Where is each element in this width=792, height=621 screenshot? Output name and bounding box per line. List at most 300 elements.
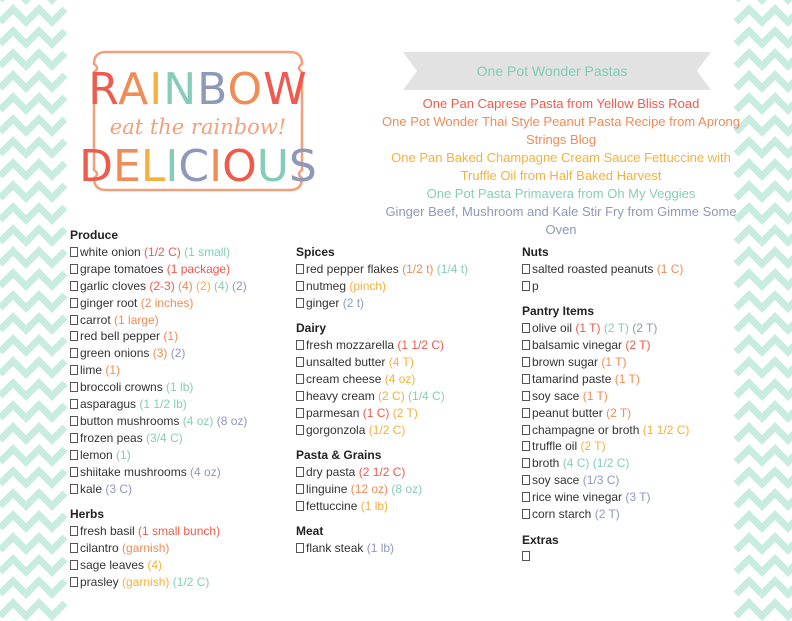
ingredient-item <box>522 455 689 472</box>
ingredient-quantity: (1 lb) <box>363 541 395 555</box>
checkbox-icon[interactable] <box>296 484 304 494</box>
checkbox-icon[interactable] <box>70 526 78 536</box>
chevron-stripe <box>0 97 65 110</box>
checkbox-icon[interactable] <box>70 560 78 570</box>
chevron-stripe <box>0 427 65 440</box>
logo-word-rainbow <box>88 64 307 115</box>
chevron-stripe <box>736 471 792 484</box>
ingredient-name: olive oil <box>532 321 573 336</box>
recipe-title: One Pot Wonder Thai Style Peanut Pasta Recipe from Aprong Strings Blog <box>382 114 740 147</box>
chevron-stripe <box>0 141 65 154</box>
ingredient-item <box>522 506 689 523</box>
ingredient-quantity: (1/2 C) <box>589 456 630 471</box>
ingredient-item <box>70 312 247 329</box>
ingredient-quantity: (1/4 t) <box>433 261 469 276</box>
chevron-stripe <box>736 515 792 528</box>
ingredient-item <box>70 261 247 278</box>
ingredient-quantity: (garnish) <box>118 574 170 589</box>
section-heading: Extras <box>522 532 559 547</box>
ingredient-quantity: (2 T) <box>628 321 658 336</box>
section-heading: Spices <box>296 245 335 259</box>
ingredient-name: sage leaves <box>80 557 145 572</box>
checkbox-icon[interactable] <box>522 264 530 274</box>
ingredient-item <box>522 371 689 388</box>
chevron-stripe <box>736 383 792 396</box>
checkbox-icon[interactable] <box>70 543 78 553</box>
checkbox-icon[interactable] <box>70 467 78 477</box>
ingredient-name: lemon <box>80 447 113 462</box>
chevron-stripe <box>736 31 792 44</box>
chevron-stripe <box>0 295 65 308</box>
ingredient-quantity: (3) <box>149 346 168 361</box>
ingredient-name: cilantro <box>80 540 119 555</box>
ingredient-item <box>70 295 247 312</box>
ingredient-item <box>522 472 689 489</box>
ingredient-item <box>522 489 689 506</box>
recipe-title: One Pan Baked Champagne Cream Sauce Fettuccine with Truffle Oil from Half Baked Harvest <box>391 150 731 183</box>
ingredient-quantity: (garnish) <box>118 540 170 555</box>
chevron-border-right <box>736 0 792 621</box>
chevron-stripe <box>0 251 65 264</box>
ingredient-item <box>522 278 689 295</box>
ingredient-name: asparagus <box>80 397 137 412</box>
chevron-stripe <box>0 273 65 286</box>
checkbox-icon[interactable] <box>522 475 530 485</box>
ingredient-quantity: (12 oz) <box>347 481 389 496</box>
chevron-stripe <box>736 537 792 550</box>
ingredient-item <box>522 438 689 455</box>
ingredient-item <box>70 557 247 574</box>
ingredient-item <box>296 278 468 295</box>
checkbox-icon[interactable] <box>296 340 304 350</box>
ingredient-item <box>296 464 468 481</box>
checkbox-icon[interactable] <box>522 391 530 401</box>
ingredient-name: nutmeg <box>306 278 347 293</box>
ingredient-name: unsalted butter <box>306 354 386 369</box>
ingredient-quantity: (1) <box>112 447 131 462</box>
checkbox-icon[interactable] <box>70 416 78 426</box>
ingredient-item <box>296 261 468 278</box>
ingredient-name: garlic cloves <box>80 278 147 293</box>
chevron-stripe <box>0 559 65 572</box>
ingredient-name: rice wine vinegar <box>532 490 623 505</box>
logo-letter: D <box>79 141 114 192</box>
chevron-stripe <box>736 119 792 132</box>
ingredient-quantity: (1 1/2 C) <box>394 338 445 353</box>
checkbox-icon[interactable] <box>70 382 78 392</box>
ingredient-section <box>296 320 468 438</box>
chevron-stripe <box>0 537 65 550</box>
ingredient-name: lime <box>80 363 103 378</box>
ingredient-item <box>522 388 689 405</box>
logo-letter: R <box>88 64 119 115</box>
section-heading: Meat <box>296 524 324 539</box>
ingredient-item <box>296 498 468 515</box>
ingredient-quantity: (2 inches) <box>137 295 194 310</box>
checkbox-icon[interactable] <box>296 374 304 384</box>
checkbox-icon[interactable] <box>70 577 78 587</box>
chevron-stripe <box>736 361 792 374</box>
ingredient-item <box>522 261 689 278</box>
chevron-stripe <box>0 471 65 484</box>
checkbox-icon[interactable] <box>296 425 304 435</box>
chevron-stripe <box>0 317 65 330</box>
ingredient-quantity: (4 oz) <box>179 413 214 428</box>
ingredient-section <box>70 227 247 498</box>
checkbox-icon[interactable] <box>522 340 530 350</box>
ingredient-quantity: (4) <box>174 278 193 293</box>
ingredient-name: flank steak <box>306 541 364 555</box>
ingredient-quantity: (2 T) <box>389 405 418 420</box>
checkbox-icon[interactable] <box>296 543 304 553</box>
ingredient-section <box>296 523 468 557</box>
logo-letter: W <box>263 64 308 115</box>
ingredient-name: fettuccine <box>306 498 358 513</box>
ingredient-quantity: (3 C) <box>102 481 133 496</box>
ingredient-quantity: (2) <box>228 278 247 293</box>
ingredient-quantity: (4 oz) <box>381 371 416 386</box>
ingredient-item <box>70 464 247 481</box>
ingredient-name: broth <box>532 456 560 471</box>
chevron-stripe <box>736 295 792 308</box>
ingredient-quantity: (1 C) <box>653 261 684 276</box>
ingredient-item <box>70 328 247 345</box>
ingredient-item <box>296 354 468 371</box>
ingredient-name: green onions <box>80 346 150 361</box>
ingredient-name: salted roasted peanuts <box>532 261 654 276</box>
chevron-stripe <box>0 405 65 418</box>
rainbow-delicious-logo <box>79 46 317 196</box>
ingredient-item <box>70 447 247 464</box>
ingredient-name: balsamic vinegar <box>532 338 623 353</box>
ingredient-item <box>296 405 468 422</box>
checkbox-icon[interactable] <box>522 458 530 468</box>
ingredient-name: brown sugar <box>532 354 599 369</box>
ingredient-quantity: (4 C) <box>559 456 590 471</box>
ingredient-name: fresh mozzarella <box>306 338 395 353</box>
ingredient-name: soy sace <box>532 388 580 403</box>
section-heading: Dairy <box>296 321 327 336</box>
chevron-stripe <box>736 581 792 594</box>
checkbox-icon[interactable] <box>70 331 78 341</box>
checkbox-icon[interactable] <box>70 247 78 257</box>
ingredient-name: ginger <box>306 295 340 310</box>
ingredient-quantity: (2 C) <box>374 388 405 403</box>
chevron-stripe <box>736 229 792 242</box>
checkbox-icon[interactable] <box>70 365 78 375</box>
ingredient-quantity: (1 lb) <box>162 380 194 395</box>
ingredient-quantity: (1 package) <box>163 261 231 276</box>
ingredient-quantity: (4) <box>144 557 163 572</box>
ingredient-name: cream cheese <box>306 371 382 386</box>
ingredient-name: dry pasta <box>306 464 356 479</box>
ingredient-quantity: (1) <box>160 329 179 344</box>
ingredient-quantity: (1/2 C) <box>365 422 406 437</box>
ingredient-name: red bell pepper <box>80 329 161 344</box>
ingredient-name: white onion <box>80 244 141 259</box>
ingredient-quantity: (2 T) <box>600 321 629 336</box>
ingredient-name: linguine <box>306 481 348 496</box>
ingredient-name: red pepper flakes <box>306 261 399 276</box>
ingredient-item <box>70 244 247 261</box>
logo-letter: E <box>113 141 141 192</box>
chevron-stripe <box>736 449 792 462</box>
ingredient-quantity: (1 T) <box>611 371 640 386</box>
logo-letter: S <box>288 141 317 192</box>
ingredient-quantity: (1 T) <box>598 354 627 369</box>
logo-letter: N <box>163 64 198 115</box>
ingredient-quantity: (1/2 C) <box>140 244 181 259</box>
ingredient-item <box>70 362 247 379</box>
ingredient-quantity: (4) <box>210 278 229 293</box>
ingredient-name: peanut butter <box>532 405 603 420</box>
logo-letter: O <box>222 141 257 192</box>
logo-letter: I <box>209 141 223 192</box>
chevron-stripe <box>736 97 792 110</box>
chevron-stripe <box>736 163 792 176</box>
ingredient-quantity: (1/2 t) <box>398 261 434 276</box>
ingredient-name: shiitake mushrooms <box>80 464 187 479</box>
ingredient-name: ginger root <box>80 295 138 310</box>
ingredient-quantity: (4 oz) <box>186 464 221 479</box>
checkbox-icon[interactable] <box>522 441 530 451</box>
ingredient-name: carrot <box>80 312 111 327</box>
section-heading: Pantry Items <box>522 304 595 319</box>
checkbox-icon[interactable] <box>522 323 530 333</box>
checkbox-icon[interactable] <box>70 433 78 443</box>
checkbox-icon[interactable] <box>296 391 304 401</box>
chevron-stripe <box>736 207 792 220</box>
checkbox-icon[interactable] <box>70 315 78 325</box>
ingredient-quantity: (1/2 C) <box>169 574 210 589</box>
ingredient-item <box>70 523 247 540</box>
chevron-stripe <box>736 493 792 506</box>
ingredient-name: frozen peas <box>80 430 143 445</box>
ingredient-name: fresh basil <box>80 523 135 538</box>
checkbox-icon[interactable] <box>522 357 530 367</box>
ingredient-section <box>296 244 468 312</box>
ingredient-quantity: (2-3) <box>146 278 175 293</box>
ingredient-quantity: (1 small bunch) <box>134 523 221 538</box>
recipe-title: One Pot Pasta Primavera from Oh My Veggies <box>426 186 696 201</box>
chevron-stripe <box>0 581 65 594</box>
ingredient-name: grape tomatoes <box>80 261 164 276</box>
chevron-stripe <box>736 9 792 22</box>
chevron-stripe <box>736 427 792 440</box>
ingredient-item <box>296 371 468 388</box>
logo-tagline: eat the rainbow! <box>109 115 287 139</box>
chevron-stripe <box>0 75 65 88</box>
checkbox-icon[interactable] <box>70 264 78 274</box>
ingredient-quantity: (pinch) <box>346 278 387 293</box>
section-heading: Herbs <box>70 507 105 521</box>
checkbox-icon[interactable] <box>522 492 530 502</box>
ingredient-item <box>70 413 247 430</box>
chevron-stripe <box>736 317 792 330</box>
checkbox-icon[interactable] <box>296 281 304 291</box>
logo-word-delicious <box>79 141 317 192</box>
ingredient-quantity: (1 1/2 C) <box>639 422 690 437</box>
ingredient-name: tamarind paste <box>532 371 612 386</box>
ingredient-quantity: (1 large) <box>110 312 159 327</box>
ingredient-item <box>70 430 247 447</box>
ingredient-name: button mushrooms <box>80 413 180 428</box>
ingredient-quantity: (2) <box>167 346 186 361</box>
ingredient-section <box>522 532 689 566</box>
checkbox-icon[interactable] <box>296 298 304 308</box>
checkbox-icon[interactable] <box>70 399 78 409</box>
checkbox-icon[interactable] <box>522 374 530 384</box>
checkbox-icon[interactable] <box>296 501 304 511</box>
ingredient-quantity: (2 t) <box>339 295 365 310</box>
ingredient-item <box>296 422 468 439</box>
checkbox-icon[interactable] <box>296 357 304 367</box>
checkbox-icon[interactable] <box>296 264 304 274</box>
recipe-title: Ginger Beef, Mushroom and Kale Stir Fry from Gimme Some Oven <box>385 204 737 237</box>
chevron-stripe <box>0 163 65 176</box>
ingredient-quantity: (1 T) <box>579 388 608 403</box>
chevron-stripe <box>0 229 65 242</box>
ingredient-item <box>70 379 247 396</box>
ingredient-section <box>296 447 468 515</box>
checkbox-icon[interactable] <box>522 425 530 435</box>
ingredient-item <box>70 345 247 362</box>
ingredient-quantity: (3 T) <box>622 490 651 505</box>
chevron-stripe <box>736 251 792 264</box>
chevron-stripe <box>0 207 65 220</box>
ingredient-quantity: (2 T) <box>577 439 606 454</box>
ingredient-section <box>522 303 689 523</box>
ingredient-item <box>296 388 468 405</box>
chevron-stripe <box>0 383 65 396</box>
ingredient-quantity: (8 oz) <box>388 481 423 496</box>
ingredient-quantity: (1/4 C) <box>404 388 445 403</box>
ingredient-column-3 <box>522 244 689 574</box>
ingredient-item <box>70 481 247 498</box>
logo-letter: C <box>178 141 210 192</box>
chevron-stripe <box>0 361 65 374</box>
chevron-stripe <box>0 515 65 528</box>
chevron-stripe <box>0 9 65 22</box>
chevron-stripe <box>0 119 65 132</box>
chevron-stripe <box>736 603 792 616</box>
ingredient-name: champagne or broth <box>532 422 640 437</box>
ingredient-name: corn starch <box>532 507 592 522</box>
chevron-stripe <box>0 603 65 616</box>
checkbox-icon[interactable] <box>522 551 530 561</box>
ingredient-name: gorgonzola <box>306 422 366 437</box>
checkbox-icon[interactable] <box>70 450 78 460</box>
ingredient-item <box>522 405 689 422</box>
ingredient-quantity: (1 lb) <box>357 498 389 513</box>
chevron-stripe <box>0 449 65 462</box>
checkbox-icon[interactable] <box>70 298 78 308</box>
checkbox-icon[interactable] <box>70 484 78 494</box>
ingredient-item <box>296 540 468 557</box>
chevron-stripe <box>736 53 792 66</box>
ingredient-item <box>70 574 247 591</box>
logo-letter: B <box>197 64 228 115</box>
ingredient-name: prasley <box>80 574 119 589</box>
checkbox-icon[interactable] <box>522 509 530 519</box>
recipe-title: One Pan Caprese Pasta from Yellow Bliss Road <box>422 96 700 111</box>
ingredient-column-2 <box>296 244 468 565</box>
checkbox-icon[interactable] <box>296 467 304 477</box>
chevron-stripe <box>736 141 792 154</box>
ingredient-quantity: (1) <box>102 363 121 378</box>
logo-letter: U <box>256 141 289 192</box>
ingredient-item <box>522 548 689 565</box>
ingredient-quantity: (3/4 C) <box>142 430 183 445</box>
logo-letter: A <box>118 64 150 115</box>
ingredient-section <box>522 244 689 295</box>
ingredient-name: truffle oil <box>532 439 578 454</box>
ingredient-item <box>296 481 468 498</box>
checkbox-icon[interactable] <box>70 281 78 291</box>
section-heading: Pasta & Grains <box>296 447 382 462</box>
ingredient-quantity: (4 T) <box>385 354 414 369</box>
chevron-border-left <box>0 0 56 621</box>
ingredient-quantity: (1 C) <box>359 405 390 420</box>
ingredient-item <box>70 396 247 413</box>
ingredient-quantity: (2 T) <box>591 507 620 522</box>
ingredient-item <box>522 337 689 354</box>
ingredient-quantity: (2) <box>192 278 211 293</box>
chevron-stripe <box>736 75 792 88</box>
chevron-stripe <box>736 559 792 572</box>
ingredient-name: p <box>532 278 539 293</box>
chevron-stripe <box>0 339 65 352</box>
chevron-stripe <box>736 405 792 418</box>
checkbox-icon[interactable] <box>296 408 304 418</box>
chevron-stripe <box>736 273 792 286</box>
checkbox-icon[interactable] <box>522 408 530 418</box>
ingredient-item <box>522 320 689 337</box>
chevron-stripe <box>0 31 65 44</box>
ingredient-item <box>522 422 689 439</box>
logo-letter: L <box>140 141 166 192</box>
ingredient-section <box>70 506 247 591</box>
checkbox-icon[interactable] <box>522 281 530 291</box>
ingredient-quantity: (1 1/2 lb) <box>136 397 187 412</box>
chevron-stripe <box>0 493 65 506</box>
ingredient-quantity: (2 1/2 C) <box>355 464 406 479</box>
ingredient-quantity: (2 T) <box>602 405 632 420</box>
logo-letter: O <box>227 64 264 115</box>
chevron-stripe <box>0 185 65 198</box>
ingredient-item <box>522 354 689 371</box>
ingredient-quantity: (1 small) <box>180 244 231 259</box>
ingredient-name: heavy cream <box>306 388 375 403</box>
chevron-stripe <box>736 339 792 352</box>
ingredient-quantity: (8 oz) <box>213 413 248 428</box>
ingredient-column-1 <box>70 227 247 599</box>
ingredient-item <box>296 295 468 312</box>
ingredient-name: soy sace <box>532 473 580 488</box>
checkbox-icon[interactable] <box>70 348 78 358</box>
recipe-list <box>378 95 744 239</box>
ingredient-item <box>70 540 247 557</box>
logo-letter: I <box>165 141 179 192</box>
ingredient-name: kale <box>80 481 103 496</box>
ingredient-name: broccoli crowns <box>80 380 163 395</box>
chevron-stripe <box>0 53 65 66</box>
logo-letter: I <box>149 64 164 115</box>
ingredient-quantity: (1/3 C) <box>579 473 620 488</box>
banner-title: One Pot Wonder Pastas <box>476 63 628 79</box>
ingredient-quantity: (1 T) <box>572 321 601 336</box>
ingredient-quantity: (2 T) <box>622 338 651 353</box>
